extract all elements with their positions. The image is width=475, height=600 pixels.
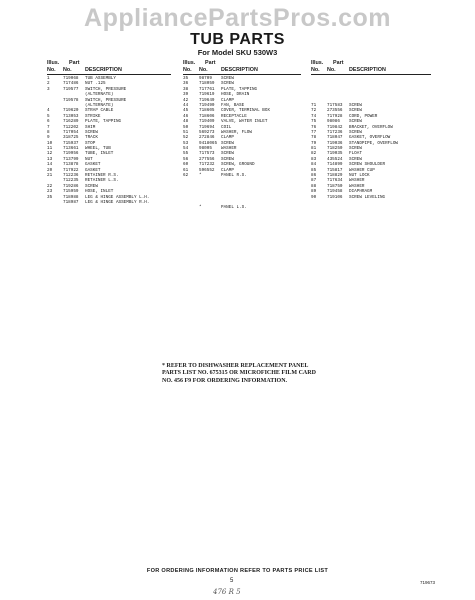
header-no: No. — [47, 67, 56, 73]
part-number: 718829 — [327, 173, 343, 179]
part-description: WASHER — [349, 183, 365, 189]
column-header — [47, 60, 171, 76]
illus-number: 12 — [47, 151, 53, 157]
header-no2: No. — [199, 67, 208, 73]
part-description: LEG & HINGE ASSEMBLY L.H. — [85, 194, 150, 200]
ordering-note: * REFER TO DISHWASHER REPLACEMENT PANEL PARTS LIST NO. 675315 OR MICROFICHE FILM CARD NO. 456 F9 FOR ORDERING INFORMATION. — [162, 363, 316, 384]
illus-number: 76 — [311, 124, 317, 130]
part-number: 717232 — [199, 162, 215, 168]
footer-text: FOR ORDERING INFORMATION REFER TO PARTS PRICE LIST — [146, 568, 329, 574]
header-description: DESCRIPTION — [349, 67, 386, 73]
part-description: STRIKE — [85, 113, 101, 119]
part-description: SCREW — [221, 156, 234, 162]
part-number: 713053 — [63, 113, 79, 119]
parts-column-1 — [47, 60, 171, 205]
watermark: AppliancePartsPros.com — [84, 4, 391, 32]
illus-number: 35 — [47, 194, 53, 200]
part-number: 718987 — [63, 199, 79, 205]
page-title: TUB PARTS — [190, 31, 285, 48]
part-number: 713878 — [63, 162, 79, 168]
part-number: 718059 — [199, 81, 215, 87]
part-number: 719956 — [63, 151, 79, 157]
parts-column-3 — [311, 60, 431, 200]
part-number: 719619 — [199, 92, 215, 98]
document-code: 719673 — [420, 580, 436, 585]
header-illus: Illus. — [183, 60, 196, 66]
illus-number: 1 — [47, 76, 50, 81]
illus-number: 48 — [183, 119, 189, 125]
parts-row — [183, 205, 301, 210]
parts-column-2 — [183, 60, 301, 211]
part-description: (ALTERNATE) — [85, 92, 114, 98]
part-number: 719286 — [63, 183, 79, 189]
column-header — [183, 60, 301, 76]
illus-number: 82 — [311, 151, 317, 157]
rows — [311, 76, 431, 200]
page-number: 5 — [230, 578, 234, 584]
part-description: SCREW — [349, 119, 362, 125]
part-number: 718250 — [327, 146, 343, 152]
part-description: FAN, BASE — [221, 102, 245, 108]
part-description: COIL — [221, 124, 232, 130]
part-number: 715817 — [327, 167, 343, 173]
illus-number: 85 — [311, 167, 317, 173]
part-number: 719458 — [327, 189, 343, 195]
illus-number: 88 — [311, 183, 317, 189]
part-description: SCREW SHOULDER — [349, 162, 386, 168]
part-description: GASKET — [85, 167, 101, 173]
part-description: COVER, TERMINAL BOX — [221, 108, 270, 114]
illus-number: 14 — [47, 162, 53, 168]
illus-number: 7 — [47, 124, 50, 130]
illus-number: 8 — [47, 129, 50, 135]
part-description: DIAPHRAGM — [349, 189, 373, 195]
part-description: SCREW — [349, 108, 362, 114]
part-description: PANEL R.S. — [221, 173, 247, 179]
page-subtitle: For Model SKU 530W3 — [197, 48, 278, 57]
illus-number: 45 — [183, 108, 189, 114]
part-description: SCREW — [221, 140, 234, 146]
header-no2: No. — [327, 67, 336, 73]
part-number: 718988 — [63, 194, 79, 200]
part-description: CORD, POWER — [349, 113, 378, 119]
part-number: 569273 — [199, 129, 215, 135]
illus-number: 86 — [311, 173, 317, 179]
part-number: 435524 — [327, 156, 343, 162]
part-number: 717928 — [327, 113, 343, 119]
part-description: RETAINER L.S. — [85, 178, 119, 184]
part-number: 98005 — [199, 146, 212, 152]
part-number: 273556 — [327, 108, 343, 114]
illus-number: 79 — [311, 140, 317, 146]
part-number: 719106 — [327, 194, 343, 200]
part-description: TRACK — [85, 135, 98, 141]
part-number: 719068 — [63, 76, 79, 81]
part-description: PLATE, TAPPING — [85, 119, 122, 125]
part-description: SCREW — [349, 129, 362, 135]
parts-row — [311, 195, 431, 200]
part-number: 715959 — [63, 189, 79, 195]
illus-number: 81 — [311, 146, 317, 152]
part-description: BRACKET, OVERFLOW — [349, 124, 393, 130]
part-number: 716289 — [63, 119, 79, 125]
part-number: 596552 — [199, 167, 215, 173]
illus-number: 42 — [183, 97, 189, 103]
illus-number: 87 — [311, 178, 317, 184]
part-description: HOSE, DRAIN — [221, 92, 250, 98]
illus-number: 83 — [311, 156, 317, 162]
header-part: Part — [333, 60, 344, 66]
part-description: CLAMP — [221, 135, 234, 141]
illus-number: 6 — [47, 119, 50, 125]
part-description: NUT .125 — [85, 81, 106, 87]
part-number: 719490 — [199, 102, 215, 108]
illus-number — [47, 200, 63, 205]
part-description: CLAMP — [221, 167, 234, 173]
part-number: 98086 — [327, 119, 340, 125]
part-description: SWITCH, PRESSURE — [85, 86, 127, 92]
header-no2: No. — [63, 67, 72, 73]
part-number: 712235 — [63, 178, 79, 184]
illus-number: 89 — [311, 189, 317, 195]
illus-number: 35 — [183, 76, 189, 81]
part-number: 717922 — [63, 167, 79, 173]
header-description: DESCRIPTION — [221, 67, 258, 73]
illus-number: 52 — [183, 135, 189, 141]
part-description: WASHER — [349, 178, 365, 184]
header-description: DESCRIPTION — [85, 67, 122, 73]
part-description: SCREW LEVELING — [349, 194, 386, 200]
part-number: 9418065 — [199, 140, 218, 146]
part-description: WASHER, FLOW — [221, 129, 252, 135]
part-description: STRAP CABLE — [85, 108, 114, 114]
header-part: Part — [69, 60, 80, 66]
part-description: SHIM — [85, 124, 96, 130]
part-description: TUBE, INLET — [85, 151, 114, 157]
part-description: SCREW — [85, 129, 98, 135]
header-no: No. — [311, 67, 320, 73]
part-number: 717583 — [327, 102, 343, 108]
handwritten-annotation: 476 R 5 — [213, 588, 241, 596]
illus-number: 75 — [311, 119, 317, 125]
part-description: SCREW — [85, 183, 98, 189]
part-description: SCREW, GROUND — [221, 162, 255, 168]
part-description: FLOAT — [349, 151, 362, 157]
illus-number: 60 — [183, 162, 189, 168]
part-description: SCREW — [221, 76, 234, 81]
part-description: SWITCH, PRESSURE — [85, 97, 127, 103]
illus-number: 50 — [183, 124, 189, 130]
part-number: 719649 — [199, 97, 215, 103]
illus-number: 90 — [311, 194, 317, 200]
illus-number — [183, 205, 199, 210]
illus-number: 71 — [311, 102, 317, 108]
illus-number: 62 — [183, 173, 189, 179]
part-number: 318725 — [63, 135, 79, 141]
part-number: 277556 — [199, 156, 215, 162]
part-description: RETAINER R.S. — [85, 173, 119, 179]
illus-number: 44 — [183, 102, 189, 108]
part-description: PLATE, TAPPING — [221, 86, 258, 92]
column-header — [311, 60, 431, 76]
part-number: 717634 — [327, 178, 343, 184]
part-number: 718750 — [327, 183, 343, 189]
parts-row — [47, 200, 171, 205]
illus-number: 53 — [183, 140, 189, 146]
illus-number: 46 — [183, 113, 189, 119]
illus-number: 2 — [47, 81, 50, 87]
illus-number: 38 — [183, 86, 189, 92]
part-number: 718606 — [199, 113, 215, 119]
part-number: 272846 — [199, 135, 215, 141]
part-description: GASKET — [85, 162, 101, 168]
part-number: 719694 — [199, 124, 215, 130]
part-description: HOSE, INLET — [85, 189, 114, 195]
illus-number: 84 — [311, 162, 317, 168]
part-number: * — [199, 173, 202, 179]
illus-number: 4 — [47, 108, 50, 114]
part-number: 717761 — [199, 86, 215, 92]
header-rule — [183, 74, 301, 75]
header-rule — [311, 74, 431, 75]
part-description: SCREW — [349, 146, 362, 152]
part-description: WASHER — [221, 146, 237, 152]
part-description: TUB ASSEMBLY — [85, 76, 116, 81]
part-description: NUT — [85, 156, 93, 162]
part-description: SCREW — [221, 151, 234, 157]
part-description: VALVE, WATER INLET — [221, 119, 268, 125]
part-number: 712202 — [63, 124, 79, 130]
illus-number: 9 — [47, 135, 50, 141]
part-number: 712236 — [63, 173, 79, 179]
part-description: WASHER CUP — [349, 167, 375, 173]
illus-number: 54 — [183, 146, 189, 152]
part-description: (ALTERNATE) — [85, 102, 114, 108]
illus-number: 20 — [47, 167, 53, 173]
illus-number: 39 — [183, 92, 189, 98]
part-number: 713799 — [63, 156, 79, 162]
part-number: 719035 — [327, 151, 343, 157]
part-number: 718605 — [199, 108, 215, 114]
part-number: 717054 — [63, 129, 79, 135]
part-description: RECEPTACLE — [221, 113, 247, 119]
part-description: SCREW — [349, 102, 362, 108]
header-rule — [47, 74, 171, 75]
part-number: 717236 — [327, 129, 343, 135]
illus-number: 78 — [311, 135, 317, 141]
illus-number: 74 — [311, 113, 317, 119]
header-no: No. — [183, 67, 192, 73]
part-description: WHEEL, TUB — [85, 146, 111, 152]
illus-number: 23 — [47, 189, 53, 195]
part-number: 719842 — [327, 124, 343, 130]
illus-number: 77 — [311, 129, 317, 135]
illus-number: 5 — [47, 113, 50, 119]
part-number: 719409 — [199, 119, 215, 125]
part-number: 717573 — [199, 151, 215, 157]
illus-number: 10 — [47, 140, 53, 146]
part-number: 713661 — [63, 146, 79, 152]
header-illus: Illus. — [311, 60, 324, 66]
part-description: GASKET, OVERFLOW — [349, 135, 391, 141]
part-description: STANDPIPE, OVERFLOW — [349, 140, 398, 146]
illus-number: 3 — [47, 86, 50, 92]
illus-number: 51 — [183, 129, 189, 135]
part-number: 719578 — [63, 97, 79, 103]
illus-number: 61 — [183, 167, 189, 173]
illus-number: 36 — [183, 81, 189, 87]
illus-number: 56 — [183, 156, 189, 162]
part-number: * — [199, 205, 202, 211]
header-part: Part — [205, 60, 216, 66]
illus-number: 22 — [47, 183, 53, 189]
part-description: LEG & HINGE ASSEMBLY R.H. — [85, 199, 150, 205]
part-description: SCREW — [221, 81, 234, 87]
illus-number: 13 — [47, 156, 53, 162]
part-number: 714899 — [327, 162, 343, 168]
part-number: 715937 — [63, 140, 79, 146]
part-description: PANEL L.S. — [221, 205, 247, 211]
part-description: SCREW — [349, 156, 362, 162]
part-number: 719036 — [327, 140, 343, 146]
illus-number: 55 — [183, 151, 189, 157]
part-number: 717486 — [63, 81, 79, 87]
part-number: 719620 — [63, 108, 79, 114]
part-number: 718047 — [327, 135, 343, 141]
part-description: NUT LOCK — [349, 173, 370, 179]
part-description: STOP — [85, 140, 96, 146]
part-description: CLAMP — [221, 97, 234, 103]
illus-number: 72 — [311, 108, 317, 114]
illus-number: 11 — [47, 146, 53, 152]
rows — [47, 76, 171, 205]
illus-number: 21 — [47, 173, 53, 179]
part-number: 98709 — [199, 76, 212, 81]
rows — [183, 76, 301, 211]
part-number: 719577 — [63, 86, 79, 92]
header-illus: Illus. — [47, 60, 60, 66]
